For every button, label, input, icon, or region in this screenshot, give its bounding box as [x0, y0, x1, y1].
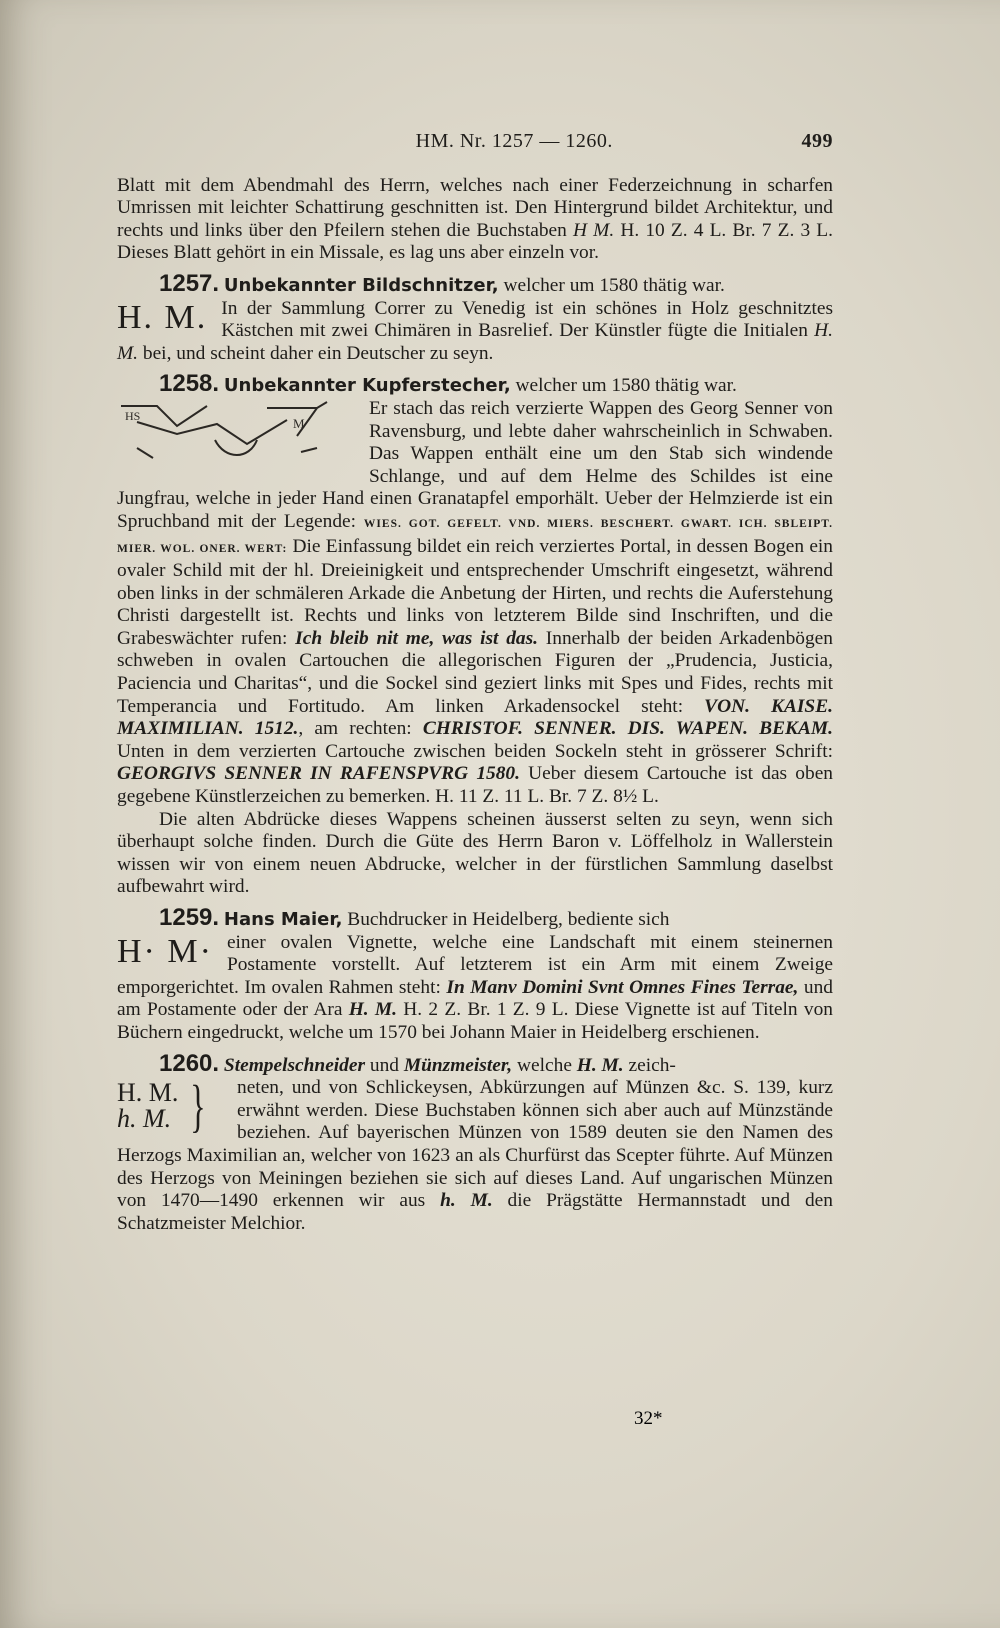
- intro-hm: H M.: [573, 219, 615, 241]
- monogram-hm: H. M.: [117, 1078, 179, 1108]
- entry-title: Hans Maier,: [223, 909, 343, 930]
- quote-text: Ich bleib nit me, was ist das.: [295, 627, 538, 649]
- monogram-hm-small: h. M.: [117, 1104, 172, 1134]
- entry-1260: 1260. Stempelschneider und Münzmeister, welche H. M. zeich- H. M. h. M. } neten, und von Schlickeysen, Abkürzungen auf Münzen &c. S. 139, kurz erwähnt werden. Diese Buchstaben können sich aber auch auf Münzstände beziehen. Auf bayerischen Münzen von 1589 deuten sie den Namen des Herzogs Maximilian an, welcher von 1623 an als Churfürst das Scepter führte. Auf Münzen des Herzogs von Meiningen beziehen sie sich auf dieses Land. Auf ungarischen Münzen von 1470—1490 erkennen wir aus h. M. die Prägstätte Hermannstadt und den Schatzmeister Melchior.: [117, 1049, 833, 1234]
- entry-title-2: Münzmeister,: [403, 1054, 513, 1076]
- monogram-stroke: [301, 448, 317, 452]
- entry-number: 1257.: [159, 269, 220, 297]
- monogram-drawing: [117, 400, 359, 468]
- monogram-group: [117, 1073, 227, 1139]
- entry-title: Stempelschneider: [223, 1054, 366, 1076]
- signature-mark: 32*: [634, 1408, 663, 1429]
- monogram-hm: H. M.: [117, 298, 208, 336]
- monogram-hm: H· M·: [117, 932, 213, 970]
- legend-text: WIES. GOT. GEFELT. VND. MIERS. BESCHERT. GWART. ICH. SBLEIPT. MIER. WOL. ONER. WERT:: [117, 517, 833, 555]
- header-title: HM. Nr. 1257 — 1260.: [415, 130, 613, 152]
- entry-1258: 1258. Unbekannter Kupferstecher, welcher um 1580 thätig war. HS M Er stach das reich verzierte Wappen des Georg Senner von Ravensburg, und lebte daher wahrscheinlich in Schwaben. Das Wappen enthält eine um den Stab sich windende Schlange, und auf dem Helme des Schildes ist eine Jungfrau, welche in jeder Hand einen Granatapfel emporhält. Ueber der Helmzierde ist ein Spruchband mit der Legende: WIES. GOT. GEFELT. VND. MIERS. BESCHERT. GWART. ICH. SBLEIPT. MIER. WOL. ONER. WERT: Die Einfassung bildet ein reich verziertes Portal, in dessen Bogen ein ovaler Schild mit der hl. Dreieinigkeit und entsprechender Umschrift eingesetzt, während oben links in der schmäleren Arkade die Anbetung der Hirten, und rechts die Auferstehung Christi dargestellt ist. Rechts und links von letzterem Bilde sind Inschriften, und die Grabeswächter rufen: Ich bleib nit me, was ist das. Innerhalb der beiden Arkadenbögen schweben in ovalen Cartouchen die allegorischen Figuren der „Prudencia, Justicia, Paciencia und Charitas“, und die Sockel sind geziert links mit Spes und Fides, rechts mit Temperancia und Fortitudo. Am linken Arkadensockel steht: VON. KAISE. MAXIMILIAN. 1512., am rechten: CHRISTOF. SENNER. DIS. WAPEN. BEKAM. Unten in dem verzierten Cartouche zwischen beiden Sockeln steht in grösserer Schrift: GEORGIVS SENNER IN RAFENSPVRG 1580. Ueber diesem Cartouche ist das oben gegebene Künstlerzeichen zu bemerken. H. 11 Z. 11 L. Br. 7 Z. 8½ L. Die alten Abdrücke dieses Wappens scheinen äusserst selten zu seyn, wenn sich überhaupt solche finden. Durch die Güte des Herrn Baron v. Löffelholz in Wallerstein wissen wir von einem neuen Abdrucke, welcher in der fürstlichen Sammlung daselbst aufbewahrt wird.: [117, 370, 834, 898]
- running-header: [117, 130, 833, 153]
- entry-number: 1259.: [159, 904, 220, 931]
- inscription: In Manv Domini Svnt Omnes Fines Terrae,: [446, 976, 799, 998]
- entry-number: 1260.: [159, 1049, 220, 1077]
- brace-icon: }: [190, 1073, 206, 1139]
- entry-title: Unbekannter Kupferstecher,: [223, 375, 511, 397]
- inscription-left: VON. KAISE. MAXIMILIAN. 1512.: [117, 695, 833, 740]
- engraver-monogram-figure: [117, 400, 359, 468]
- paragraph: Die alten Abdrücke dieses Wappens scheinen äusserst selten zu seyn, wenn sich überhaupt solche finden. Durch die Güte des Herrn Baron v. Löffelholz in Wallerstein wissen wir von einem neuen Abdrucke, welcher in der fürstlichen Sammlung daselbst aufbewahrt wird.: [117, 808, 833, 898]
- entry-1259: 1259. Hans Maier, Buchdrucker in Heidelberg, bediente sich H· M· einer ovalen Vignette, welche eine Landschaft mit einem steinernen Postamente vorstellt. Auf letzterem ist ein Arm mit einem Zweige emporgerichtet. Im ovalen Rahmen steht: In Manv Domini Svnt Omnes Fines Terrae, und am Postamente oder der Ara H. M. H. 2 Z. Br. 1 Z. 9 L. Diese Vignette ist auf Titeln von Büchern eingedruckt, welche um 1570 bei Johann Maier in Heidelberg erschienen.: [117, 904, 833, 1043]
- text-block: [117, 130, 833, 1235]
- monogram-letter: HS: [125, 408, 141, 423]
- intro-paragraph: Blatt mit dem Abendmahl des Herrn, welches nach einer Federzeichnung in scharfen Umrissen mit leichter Schattirung geschnitten ist. Den Hintergrund bildet Architektur, und rechts und links über den Pfeilern stehen die Buchstaben H M. H. 10 Z. 4 L. Br. 7 Z. 3 L. Dieses Blatt gehört in ein Missale, es lag uns aber einzeln vor.: [117, 174, 833, 264]
- monogram-stroke: [137, 448, 153, 458]
- entry-1257: 1257. Unbekannter Bildschnitzer, welcher um 1580 thätig war. H. M. In der Sammlung Correr zu Venedig ist ein schönes in Holz geschnitztes Kästchen mit zwei Chimären in Basrelief. Der Künstler fügte die Initialen H. M. bei, und scheint daher ein Deutscher zu seyn.: [117, 269, 833, 364]
- entry-number: 1258.: [159, 370, 220, 398]
- entry-title: Unbekannter Bildschnitzer,: [223, 274, 499, 296]
- inscription-bottom: GEORGIVS SENNER IN RAFENSPVRG 1580.: [117, 763, 520, 785]
- inscription-right: CHRISTOF. SENNER. DIS. WAPEN. BEKAM.: [422, 718, 833, 740]
- monogram-stroke: [137, 420, 287, 444]
- monogram-letter: M: [293, 415, 305, 431]
- page-number: 499: [801, 130, 833, 152]
